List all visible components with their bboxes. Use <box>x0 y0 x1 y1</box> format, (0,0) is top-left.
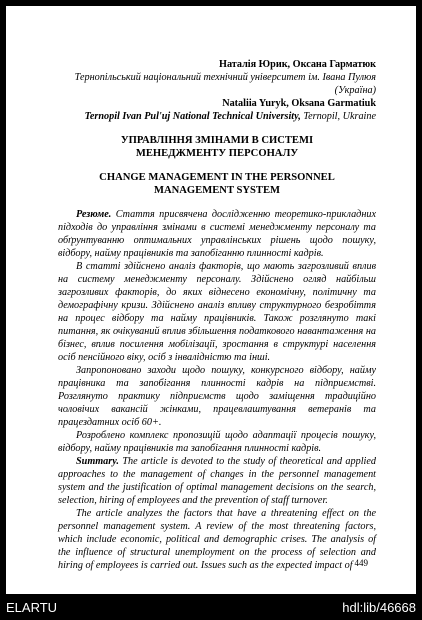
page-number: 449 <box>354 558 368 568</box>
summary-p1 <box>58 455 376 507</box>
authors-ua: Наталія Юрик, Оксана Гарматюк <box>219 59 376 70</box>
authors-en: Nataliia Yuryk, Oksana Garmatiuk <box>222 98 376 109</box>
abstract-ua-label: Резюме. <box>76 209 112 220</box>
abstract-ua-p1 <box>58 208 376 260</box>
footer-left-label: ELARTU <box>6 600 58 615</box>
article-content <box>58 58 376 572</box>
abstract-ua-p2: В статті здійснено аналіз факторів, що мають загрозливий вплив на систему менеджменту персоналу. Здійснено огляд найбільш загрозливих факторів, до яких віднесено економічну, політичну та демографічну кризи. Здійснено аналіз впливу структурного безробіття на процес відбору та найму працівників. Також розглянуто такі питання, як очікуваний вплив збільшення податкового навантаження на бізнес, вплив посилення мобілізації, зростання в структурі населення осіб пенсійного віку, осіб з інвалідністю та інші. <box>58 261 376 363</box>
title-en: CHANGE MANAGEMENT IN THE PERSONNEL MANAGEMENT SYSTEM <box>99 172 335 196</box>
affiliation-en-place: Ternopil, Ukraine <box>300 111 376 122</box>
summary-p1-text: The article is devoted to the study of theoretical and applied approaches to the management of changes in the personnel management system and the justification of optimal management decisions on the search, selection, hiring of employees and the prevention of staff turnover. <box>58 456 376 506</box>
affiliation-en-institution: Ternopil Ivan Pul'uj National Technical University, <box>84 111 301 122</box>
footer-handle: hdl:lib/46668 <box>342 600 416 615</box>
abstract-ua-p4: Розроблено комплекс пропозицій щодо адаптації процесів пошуку, відбору, найму працівників та запобігання плинності кадрів. <box>58 430 376 454</box>
summary-p2: The article analyzes the factors that have a threatening effect on the personnel management system. A review of the most threatening factors, which include economic, political and demographic crises. The analysis of the influence of structural unemployment on the process of selection and hiring of employees is carried out. Issues such as the expected impact of <box>58 508 376 571</box>
title-ua: УПРАВЛІННЯ ЗМІНАМИ В СИСТЕМІ МЕНЕДЖМЕНТУ ПЕРСОНАЛУ <box>120 135 314 159</box>
abstract-ua-p3: Запропоновано заходи щодо пошуку, конкурсного відбору, найму працівника та запобігання плинності кадрів на підприємстві. Розглянуто практику підприємств щодо заміщення традиційно чоловічих вакансій жінками, працевлаштування ветеранів та працездатних осіб 60+. <box>58 365 376 428</box>
paper-page <box>6 6 416 594</box>
abstract-ua-p1-text: Стаття присвячена дослідженню теоретико-прикладних підходів до управління змінами в системі менеджменту персоналу та обґрунтуванню оптимальних управлінських рішень щодо пошуку, відбору, найму працівників та запобіганню плинності кадрів. <box>58 209 376 259</box>
summary-label: Summary. <box>76 456 119 467</box>
affiliation-ua: Тернопільський національний технічний університет ім. Івана Пулюя (Україна) <box>74 72 376 96</box>
repository-footer <box>0 596 422 620</box>
affiliation-en <box>58 110 376 123</box>
